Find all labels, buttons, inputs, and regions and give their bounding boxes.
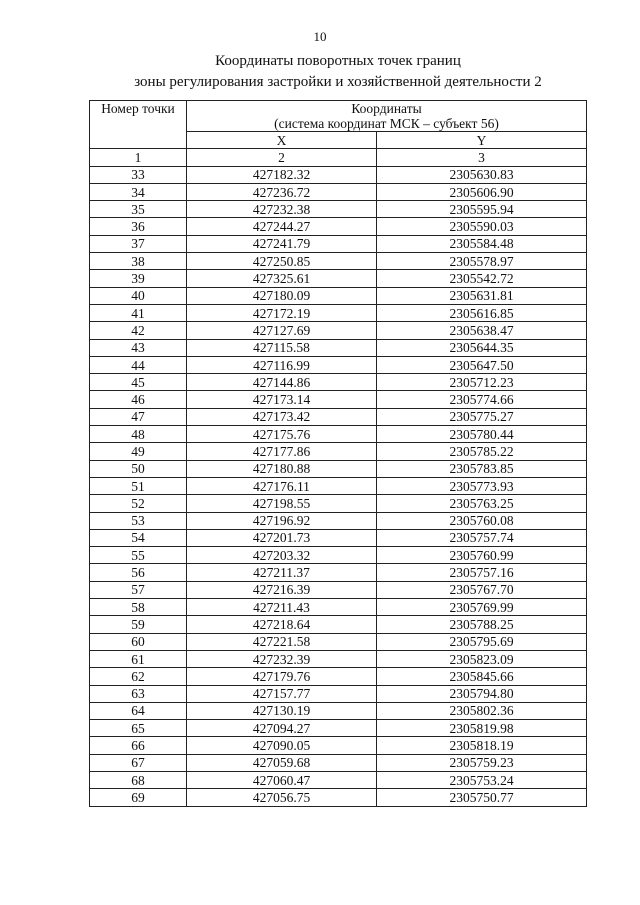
point-number-cell: 62 — [90, 668, 187, 685]
y-coordinate-cell: 2305802.36 — [377, 702, 587, 719]
point-number-cell: 49 — [90, 443, 187, 460]
x-coordinate-cell: 427127.69 — [187, 322, 377, 339]
document-title — [0, 51, 640, 93]
point-number-cell: 35 — [90, 201, 187, 218]
x-coordinate-cell: 427176.11 — [187, 477, 377, 494]
x-coordinate-cell: 427182.32 — [187, 166, 377, 183]
x-coordinate-cell: 427244.27 — [187, 218, 377, 235]
y-coordinate-cell: 2305769.99 — [377, 599, 587, 616]
table-body — [90, 166, 587, 806]
y-coordinate-cell: 2305773.93 — [377, 477, 587, 494]
table-row — [90, 616, 587, 633]
x-coordinate-cell: 427241.79 — [187, 235, 377, 252]
x-coordinate-cell: 427236.72 — [187, 183, 377, 200]
x-coordinate-cell: 427130.19 — [187, 702, 377, 719]
x-coordinate-cell: 427173.14 — [187, 391, 377, 408]
y-coordinate-cell: 2305794.80 — [377, 685, 587, 702]
table-row — [90, 737, 587, 754]
table-row — [90, 201, 587, 218]
y-coordinate-cell: 2305780.44 — [377, 426, 587, 443]
y-coordinate-cell: 2305795.69 — [377, 633, 587, 650]
point-number-cell: 55 — [90, 547, 187, 564]
header-coordinate-system: (система координат МСК – субъект 56) — [274, 116, 499, 131]
point-number-cell: 54 — [90, 529, 187, 546]
x-coordinate-cell: 427221.58 — [187, 633, 377, 650]
point-number-cell: 52 — [90, 495, 187, 512]
point-number-cell: 38 — [90, 253, 187, 270]
y-coordinate-cell: 2305753.24 — [377, 771, 587, 788]
x-coordinate-cell: 427203.32 — [187, 547, 377, 564]
point-number-cell: 43 — [90, 339, 187, 356]
point-number-cell: 64 — [90, 702, 187, 719]
point-number-cell: 42 — [90, 322, 187, 339]
point-number-cell: 58 — [90, 599, 187, 616]
x-coordinate-cell: 427059.68 — [187, 754, 377, 771]
table-row — [90, 754, 587, 771]
point-number-cell: 63 — [90, 685, 187, 702]
y-coordinate-cell: 2305763.25 — [377, 495, 587, 512]
x-coordinate-cell: 427196.92 — [187, 512, 377, 529]
table-row — [90, 495, 587, 512]
table-row — [90, 322, 587, 339]
y-coordinate-cell: 2305647.50 — [377, 356, 587, 373]
x-coordinate-cell: 427056.75 — [187, 789, 377, 806]
point-number-cell: 39 — [90, 270, 187, 287]
y-coordinate-cell: 2305760.08 — [377, 512, 587, 529]
column-index-cell: 2 — [187, 149, 377, 166]
point-number-cell: 47 — [90, 408, 187, 425]
point-number-cell: 37 — [90, 235, 187, 252]
point-number-cell: 65 — [90, 720, 187, 737]
x-coordinate-cell: 427216.39 — [187, 581, 377, 598]
x-coordinate-cell: 427179.76 — [187, 668, 377, 685]
point-number-cell: 50 — [90, 460, 187, 477]
title-line-1: Координаты поворотных точек границ — [215, 53, 461, 69]
point-number-cell: 33 — [90, 166, 187, 183]
table-row — [90, 668, 587, 685]
y-coordinate-cell: 2305712.23 — [377, 374, 587, 391]
table-row — [90, 235, 587, 252]
table-row — [90, 685, 587, 702]
x-coordinate-cell: 427232.39 — [187, 650, 377, 667]
header-coordinates — [187, 101, 587, 132]
table-row — [90, 270, 587, 287]
point-number-cell: 67 — [90, 754, 187, 771]
table-row — [90, 771, 587, 788]
y-coordinate-cell: 2305823.09 — [377, 650, 587, 667]
point-number-cell: 36 — [90, 218, 187, 235]
table-row — [90, 720, 587, 737]
table-row — [90, 218, 587, 235]
point-number-cell: 41 — [90, 304, 187, 321]
y-coordinate-cell: 2305542.72 — [377, 270, 587, 287]
table-row — [90, 599, 587, 616]
point-number-cell: 61 — [90, 650, 187, 667]
point-number-cell: 53 — [90, 512, 187, 529]
x-coordinate-cell: 427218.64 — [187, 616, 377, 633]
y-coordinate-cell: 2305774.66 — [377, 391, 587, 408]
y-coordinate-cell: 2305606.90 — [377, 183, 587, 200]
table-row — [90, 304, 587, 321]
table-row — [90, 374, 587, 391]
y-coordinate-cell: 2305788.25 — [377, 616, 587, 633]
y-coordinate-cell: 2305757.74 — [377, 529, 587, 546]
y-coordinate-cell: 2305578.97 — [377, 253, 587, 270]
point-number-cell: 57 — [90, 581, 187, 598]
y-coordinate-cell: 2305595.94 — [377, 201, 587, 218]
table-row — [90, 477, 587, 494]
point-number-cell: 34 — [90, 183, 187, 200]
column-index-cell: 3 — [377, 149, 587, 166]
y-coordinate-cell: 2305760.99 — [377, 547, 587, 564]
point-number-cell: 60 — [90, 633, 187, 650]
header-coordinates-label: Координаты — [351, 101, 422, 116]
y-coordinate-cell: 2305630.83 — [377, 166, 587, 183]
x-coordinate-cell: 427173.42 — [187, 408, 377, 425]
table-row — [90, 581, 587, 598]
y-coordinate-cell: 2305590.03 — [377, 218, 587, 235]
point-number-cell: 51 — [90, 477, 187, 494]
x-coordinate-cell: 427115.58 — [187, 339, 377, 356]
table-row — [90, 650, 587, 667]
x-coordinate-cell: 427180.88 — [187, 460, 377, 477]
table-row — [90, 253, 587, 270]
y-coordinate-cell: 2305759.23 — [377, 754, 587, 771]
x-coordinate-cell: 427198.55 — [187, 495, 377, 512]
y-coordinate-cell: 2305631.81 — [377, 287, 587, 304]
point-number-cell: 56 — [90, 564, 187, 581]
point-number-cell: 59 — [90, 616, 187, 633]
header-y: Y — [377, 132, 587, 149]
table-row — [90, 426, 587, 443]
x-coordinate-cell: 427172.19 — [187, 304, 377, 321]
point-number-cell: 48 — [90, 426, 187, 443]
y-coordinate-cell: 2305750.77 — [377, 789, 587, 806]
x-coordinate-cell: 427180.09 — [187, 287, 377, 304]
y-coordinate-cell: 2305785.22 — [377, 443, 587, 460]
column-index-cell: 1 — [90, 149, 187, 166]
point-number-cell: 66 — [90, 737, 187, 754]
x-coordinate-cell: 427201.73 — [187, 529, 377, 546]
header-point-number: Номер точки — [90, 101, 187, 149]
x-coordinate-cell: 427211.37 — [187, 564, 377, 581]
point-number-cell: 45 — [90, 374, 187, 391]
x-coordinate-cell: 427116.99 — [187, 356, 377, 373]
x-coordinate-cell: 427094.27 — [187, 720, 377, 737]
page-number: 10 — [313, 29, 327, 44]
x-coordinate-cell: 427144.86 — [187, 374, 377, 391]
x-coordinate-cell: 427211.43 — [187, 599, 377, 616]
x-coordinate-cell: 427177.86 — [187, 443, 377, 460]
table-row — [90, 166, 587, 183]
y-coordinate-cell: 2305775.27 — [377, 408, 587, 425]
table-row — [90, 547, 587, 564]
table-row — [90, 443, 587, 460]
point-number-cell: 68 — [90, 771, 187, 788]
title-line-2: зоны регулирования застройки и хозяйственной деятельности 2 — [134, 74, 542, 90]
y-coordinate-cell: 2305616.85 — [377, 304, 587, 321]
table-row — [90, 356, 587, 373]
table-row — [90, 408, 587, 425]
y-coordinate-cell: 2305845.66 — [377, 668, 587, 685]
column-index-row — [90, 149, 587, 166]
table-row — [90, 564, 587, 581]
header-x: X — [187, 132, 377, 149]
table-row — [90, 633, 587, 650]
table-row — [90, 339, 587, 356]
x-coordinate-cell: 427157.77 — [187, 685, 377, 702]
table-row — [90, 183, 587, 200]
table-row — [90, 529, 587, 546]
table-row — [90, 789, 587, 806]
point-number-cell: 40 — [90, 287, 187, 304]
table-row — [90, 512, 587, 529]
x-coordinate-cell: 427325.61 — [187, 270, 377, 287]
x-coordinate-cell: 427060.47 — [187, 771, 377, 788]
point-number-cell: 44 — [90, 356, 187, 373]
x-coordinate-cell: 427250.85 — [187, 253, 377, 270]
y-coordinate-cell: 2305819.98 — [377, 720, 587, 737]
x-coordinate-cell: 427090.05 — [187, 737, 377, 754]
table-row — [90, 391, 587, 408]
y-coordinate-cell: 2305638.47 — [377, 322, 587, 339]
y-coordinate-cell: 2305783.85 — [377, 460, 587, 477]
table-row — [90, 702, 587, 719]
y-coordinate-cell: 2305757.16 — [377, 564, 587, 581]
table-row — [90, 287, 587, 304]
point-number-cell: 69 — [90, 789, 187, 806]
y-coordinate-cell: 2305767.70 — [377, 581, 587, 598]
y-coordinate-cell: 2305644.35 — [377, 339, 587, 356]
x-coordinate-cell: 427175.76 — [187, 426, 377, 443]
point-number-cell: 46 — [90, 391, 187, 408]
x-coordinate-cell: 427232.38 — [187, 201, 377, 218]
y-coordinate-cell: 2305584.48 — [377, 235, 587, 252]
y-coordinate-cell: 2305818.19 — [377, 737, 587, 754]
table-row — [90, 460, 587, 477]
table-header — [90, 101, 587, 167]
coordinates-table — [89, 100, 587, 807]
